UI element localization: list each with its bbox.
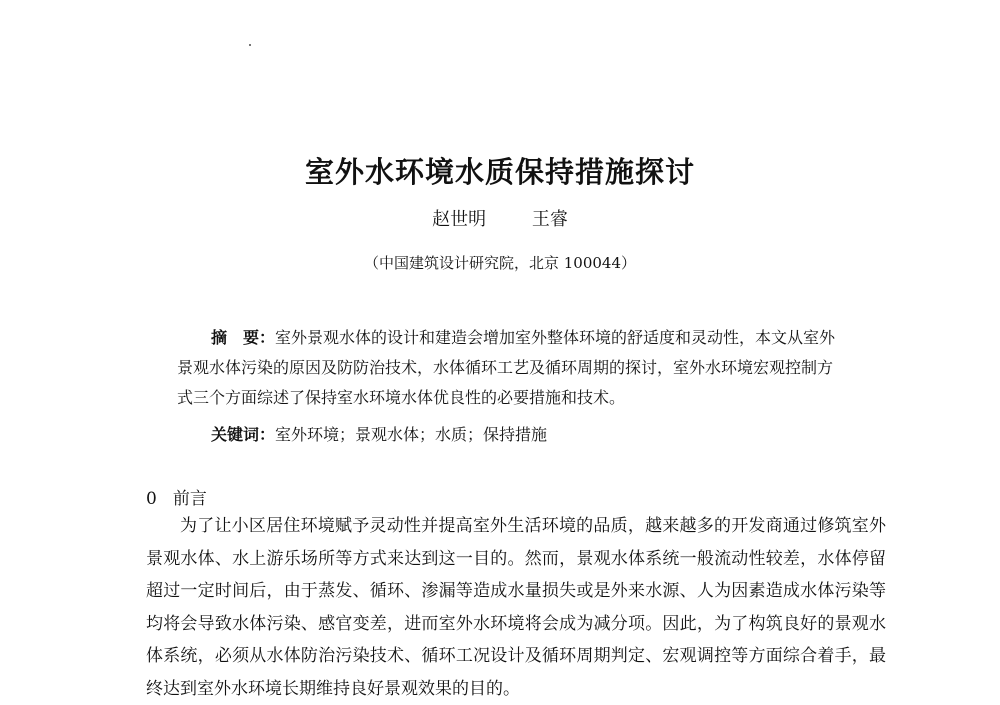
abstract-label: 摘 要： [211, 328, 276, 347]
abstract-text: 室外景观水体的设计和建造会增加室外整体环境的舒适度和灵动性，本文从室外景观水体污染的原因及防防治技术，水体循环工艺及循环周期的探讨，室外水环境宏观控制方式三个方面综述了保持室水环境水体优良性的必要措施和技术。 [177, 328, 836, 407]
author-list [0, 205, 1000, 231]
author-affiliation: （中国建筑设计研究院，北京 100044） [363, 254, 637, 272]
author-name: 赵世明 [432, 209, 487, 230]
section-heading [146, 484, 207, 509]
abstract [177, 323, 847, 413]
abstract-paragraph [177, 323, 847, 413]
section-body [146, 510, 886, 705]
keywords-text: 室外环境；景观水体；水质；保持措施 [275, 425, 548, 444]
section-title: 前言 [172, 489, 207, 509]
author-name: 王睿 [531, 209, 568, 230]
scan-speck [249, 44, 251, 46]
body-paragraph: 为了让小区居住环境赋予灵动性并提高室外生活环境的品质，越来越多的开发商通过修筑室外景观水体、水上游乐场所等方式来达到这一目的。然而，景观水体系统一般流动性较差，水体停留超过一定时间后，由于蒸发、循环、渗漏等造成水量损失或是外来水源、人为因素造成水体污染等均将会导致水体污染、感官变差，进而室外水环境将会成为减分项。因此，为了构筑良好的景观水体系统，必须从水体防治污染技术、循环工况设计及循环周期判定、宏观调控等方面综合着手，最终达到室外水环境长期维持良好景观效果的目的。 [146, 516, 886, 699]
keywords-label: 关键词： [211, 425, 276, 444]
keywords [211, 422, 547, 445]
paper-title: 室外水环境水质保持措施探讨 [304, 155, 695, 189]
section-number: 0 [146, 489, 157, 509]
